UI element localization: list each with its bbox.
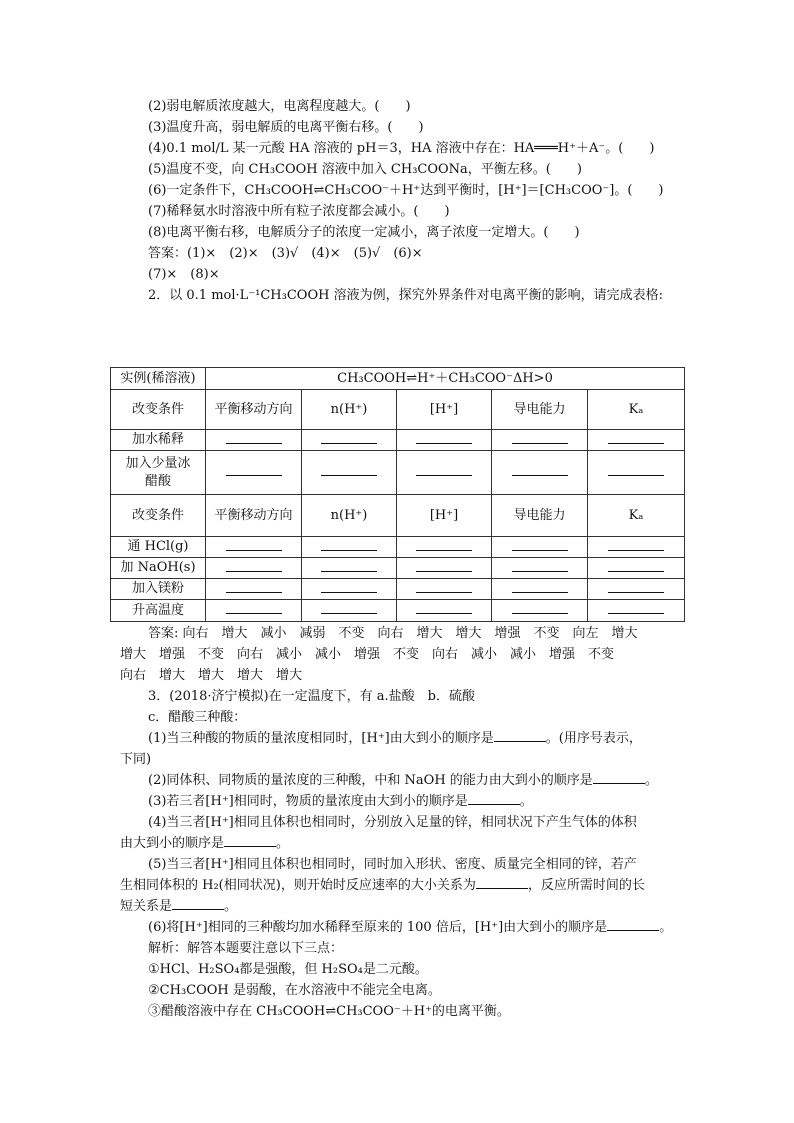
answer-blank[interactable] <box>321 559 377 572</box>
answer-blank[interactable] <box>321 601 377 614</box>
answer-blank[interactable] <box>321 463 377 476</box>
analysis-heading: 解析：解答本题要注意以下三点： <box>148 941 344 956</box>
judgment-item-7: (7)稀释氨水时溶液中所有粒子浓度都会减小。( ) <box>148 204 450 219</box>
answer-blank[interactable] <box>512 601 568 614</box>
q3-part1-note: 。(用序号表示， <box>545 731 642 746</box>
q3-part3: (3)若三者[H⁺]相同时，物质的量浓度由大到小的顺序是 。 <box>148 794 533 809</box>
q3-part2-text: (2)同体积、同物质的量浓度的三种酸，中和 NaOH 的能力由大到小的顺序是 <box>148 773 593 788</box>
answer-blank[interactable] <box>226 463 282 476</box>
judgment-item-5: (5)温度不变，向 CH₃COOH 溶液中加入 CH₃COONa，平衡左移。( ) <box>148 162 582 177</box>
answer-blank[interactable] <box>512 463 568 476</box>
row-label: 加 NaOH(s) <box>111 558 206 579</box>
answer-blank[interactable] <box>608 538 664 551</box>
answer-blank[interactable] <box>512 538 568 551</box>
q3-part4-cont: 由大到小的顺序是 。 <box>120 836 290 851</box>
answer-blank[interactable] <box>593 771 645 784</box>
q3-part5-text-3: 短关系是 <box>120 899 173 914</box>
answer-blank[interactable] <box>476 876 528 889</box>
question-3-head-2: c．醋酸三种酸： <box>148 710 247 725</box>
question-3-head: 3．(2018·济宁模拟)在一定温度下，有 a.盐酸 b．硫酸 <box>148 689 475 704</box>
question-2: 2．以 0.1 mol·L⁻¹CH₃COOH 溶液为例，探究外界条件对电离平衡的影响，请完成表格: <box>148 288 663 303</box>
answer-blank[interactable] <box>512 580 568 593</box>
equation-cell: CH₃COOH⇌H⁺＋CH₃COO⁻ΔH>0 <box>206 368 685 390</box>
answer-blank[interactable] <box>321 538 377 551</box>
q3-part4-text: 由大到小的顺序是 <box>120 836 225 851</box>
answer-blank[interactable] <box>468 792 520 805</box>
q3-part1 <box>148 729 642 749</box>
answer-blank[interactable] <box>416 538 472 551</box>
table-answer-line-3: 向右 增大 增大 增大 增大 <box>120 668 303 683</box>
header-cH: [H⁺] <box>397 495 492 537</box>
header-condition: 改变条件 <box>111 390 206 430</box>
answer-blank[interactable] <box>512 431 568 444</box>
q3-part3-text: (3)若三者[H⁺]相同时，物质的量浓度由大到小的顺序是 <box>148 794 468 809</box>
judgment-item-4: (4)0.1 mol/L 某一元酸 HA 溶液的 pH＝3，HA 溶液中存在：HA═══H⁺＋A⁻。( ) <box>148 141 655 156</box>
q3-part5-cont <box>120 876 645 896</box>
answer-blank[interactable] <box>512 559 568 572</box>
row-label: 通 HCl(g) <box>111 537 206 558</box>
answer-blank[interactable] <box>416 463 472 476</box>
answer-blank[interactable] <box>607 918 659 931</box>
answer-blank[interactable] <box>172 897 224 910</box>
table-answer-line-1: 答案: 向右 增大 减小 减弱 不变 向右 增大 增大 增强 不变 向左 增大 <box>148 626 638 641</box>
answer-blank[interactable] <box>321 431 377 444</box>
table-answer-line-2: 增大 增强 不变 向右 减小 减小 增强 不变 向右 减小 减小 增强 不变 <box>120 647 615 662</box>
answer-line-2: (7)× (8)× <box>148 267 220 282</box>
q3-part6: (6)将[H⁺]相同的三种酸均加水稀释至原来的 100 倍后，[H⁺]由大到小的顺序是 。 <box>148 920 673 935</box>
answer-blank[interactable] <box>608 601 664 614</box>
answer-blank[interactable] <box>608 559 664 572</box>
q3-part1-text: (1)当三种酸的物质的量浓度相同时，[H⁺]由大到小的顺序是 <box>148 731 494 746</box>
row-label: 加水稀释 <box>111 430 206 451</box>
answer-blank[interactable] <box>226 538 282 551</box>
q3-part5-text: 生相同体积的 H₂(相同状况)，则开始时反应速率的大小关系为 <box>120 878 476 893</box>
analysis-point-2: ②CH₃COOH 是弱酸，在水溶液中不能完全电离。 <box>148 983 441 998</box>
answer-blank[interactable] <box>321 580 377 593</box>
header-ka: Kₐ <box>588 495 685 537</box>
example-label: 实例(稀溶液) <box>111 368 206 390</box>
judgment-item-6: (6)一定条件下，CH₃COOH⇌CH₃COO⁻＋H⁺达到平衡时，[H⁺]＝[CH₃COO⁻]。( ) <box>148 183 664 198</box>
answer-blank[interactable] <box>226 601 282 614</box>
header-nH: n(H⁺) <box>302 495 397 537</box>
analysis-point-3: ③醋酸溶液中存在 CH₃COOH⇌CH₃COO⁻＋H⁺的电离平衡。 <box>148 1004 510 1019</box>
q3-part4: (4)当三者[H⁺]相同且体积也相同时，分别放入足量的锌，相同状况下产生气体的体积 <box>148 815 637 830</box>
answer-blank[interactable] <box>416 580 472 593</box>
judgment-item-8: (8)电离平衡右移，电解质分子的浓度一定减小，离子浓度一定增大。( ) <box>148 225 580 240</box>
answer-line-1: 答案：(1)× (2)× (3)√ (4)× (5)√ (6)× <box>148 246 423 261</box>
q3-part1-cont: 下同) <box>120 752 152 767</box>
header-ka: Kₐ <box>588 390 685 430</box>
answer-blank[interactable] <box>608 463 664 476</box>
header-direction: 平衡移动方向 <box>206 495 302 537</box>
answer-blank[interactable] <box>226 559 282 572</box>
header-nH: n(H⁺) <box>302 390 397 430</box>
header-conductivity: 导电能力 <box>492 390 588 430</box>
header-condition: 改变条件 <box>111 495 206 537</box>
row-label: 加入镁粉 <box>111 579 206 600</box>
answer-blank[interactable] <box>416 431 472 444</box>
answer-blank[interactable] <box>224 834 276 847</box>
q3-part5-cont-2: 短关系是 。 <box>120 899 238 914</box>
header-conductivity: 导电能力 <box>492 495 588 537</box>
answer-blank[interactable] <box>416 601 472 614</box>
q3-part5-text-2: ，反应所需时间的长 <box>527 878 645 893</box>
judgment-item-2: (2)弱电解质浓度越大，电离程度越大。( ) <box>148 99 411 114</box>
analysis-point-1: ①HCl、H₂SO₄都是强酸，但 H₂SO₄是二元酸。 <box>148 962 428 977</box>
q3-part6-text: (6)将[H⁺]相同的三种酸均加水稀释至原来的 100 倍后，[H⁺]由大到小的顺序是 <box>148 920 608 935</box>
header-direction: 平衡移动方向 <box>206 390 302 430</box>
row-label: 加入少量冰醋酸 <box>111 451 206 495</box>
answer-blank[interactable] <box>226 431 282 444</box>
answer-blank[interactable] <box>416 559 472 572</box>
header-cH: [H⁺] <box>397 390 492 430</box>
answer-blank[interactable] <box>608 431 664 444</box>
answer-blank[interactable] <box>608 580 664 593</box>
judgment-item-3: (3)温度升高，弱电解质的电离平衡右移。( ) <box>148 120 424 135</box>
q3-part2: (2)同体积、同物质的量浓度的三种酸，中和 NaOH 的能力由大到小的顺序是 。 <box>148 773 658 788</box>
answer-blank[interactable] <box>494 729 546 742</box>
answer-blank[interactable] <box>226 580 282 593</box>
row-label: 升高温度 <box>111 600 206 622</box>
q3-part5: (5)当三者[H⁺]相同且体积也相同时，同时加入形状、密度、质量完全相同的锌，若产 <box>148 857 637 872</box>
equilibrium-table <box>110 367 685 622</box>
